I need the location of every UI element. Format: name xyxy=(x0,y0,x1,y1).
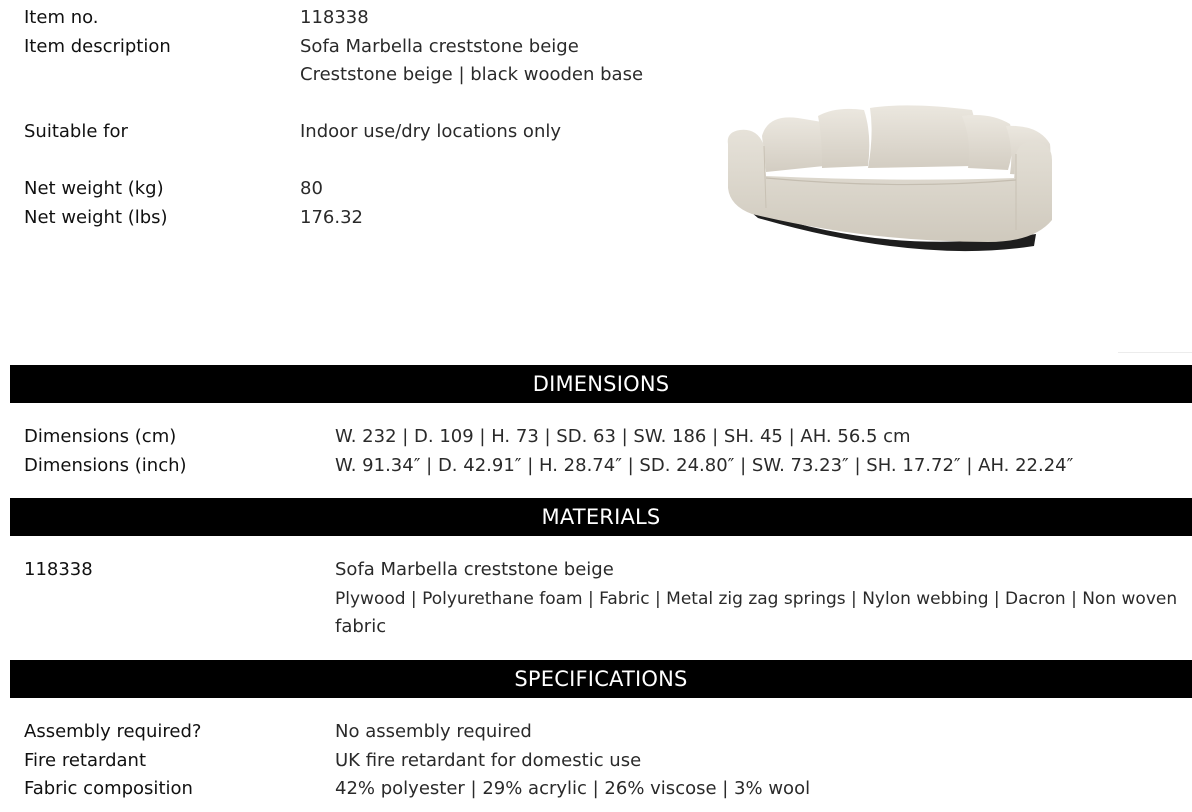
dimensions-cm-value: W. 232 | D. 109 | H. 73 | SD. 63 | SW. 186 | SH. 45 | AH. 56.5 cm xyxy=(335,426,911,447)
suitable-for-value: Indoor use/dry locations only xyxy=(300,121,562,142)
materials-item-label: 118338 xyxy=(24,559,93,580)
net-weight-kg-label: Net weight (kg) xyxy=(24,178,164,199)
net-weight-lbs-label: Net weight (lbs) xyxy=(24,207,168,228)
fabric-composition-value: 42% polyester | 29% acrylic | 26% viscose | 3% wool xyxy=(335,778,811,799)
fabric-composition-label: Fabric composition xyxy=(24,778,193,799)
sofa-illustration xyxy=(718,96,1064,264)
item-description-line-2: Creststone beige | black wooden base xyxy=(300,64,644,85)
specifications-heading: SPECIFICATIONS xyxy=(10,660,1192,698)
materials-heading: MATERIALS xyxy=(10,498,1192,536)
dimensions-cm-label: Dimensions (cm) xyxy=(24,426,177,447)
assembly-required-value: No assembly required xyxy=(335,721,532,742)
materials-line-2: Plywood | Polyurethane foam | Fabric | Metal zig zag springs | Nylon webbing | Dacron | Non woven xyxy=(335,589,1178,609)
dimensions-heading: DIMENSIONS xyxy=(10,365,1192,403)
dimensions-inch-label: Dimensions (inch) xyxy=(24,455,187,476)
product-image xyxy=(718,96,1064,264)
item-description-label: Item description xyxy=(24,36,171,57)
materials-line-3: fabric xyxy=(335,616,387,637)
materials-line-1: Sofa Marbella creststone beige xyxy=(335,559,614,580)
suitable-for-label: Suitable for xyxy=(24,121,128,142)
net-weight-lbs-value: 176.32 xyxy=(300,207,363,228)
fire-retardant-label: Fire retardant xyxy=(24,750,147,771)
item-description-line-1: Sofa Marbella creststone beige xyxy=(300,36,579,57)
fire-retardant-value: UK fire retardant for domestic use xyxy=(335,750,642,771)
net-weight-kg-value: 80 xyxy=(300,178,323,199)
divider-line xyxy=(1118,352,1192,353)
assembly-required-label: Assembly required? xyxy=(24,721,202,742)
item-no-label: Item no. xyxy=(24,7,99,28)
dimensions-inch-value: W. 91.34″ | D. 42.91″ | H. 28.74″ | SD. 24.80″ | SW. 73.23″ | SH. 17.72″ | AH. 22.24″ xyxy=(335,455,1074,476)
item-no-value: 118338 xyxy=(300,7,369,28)
